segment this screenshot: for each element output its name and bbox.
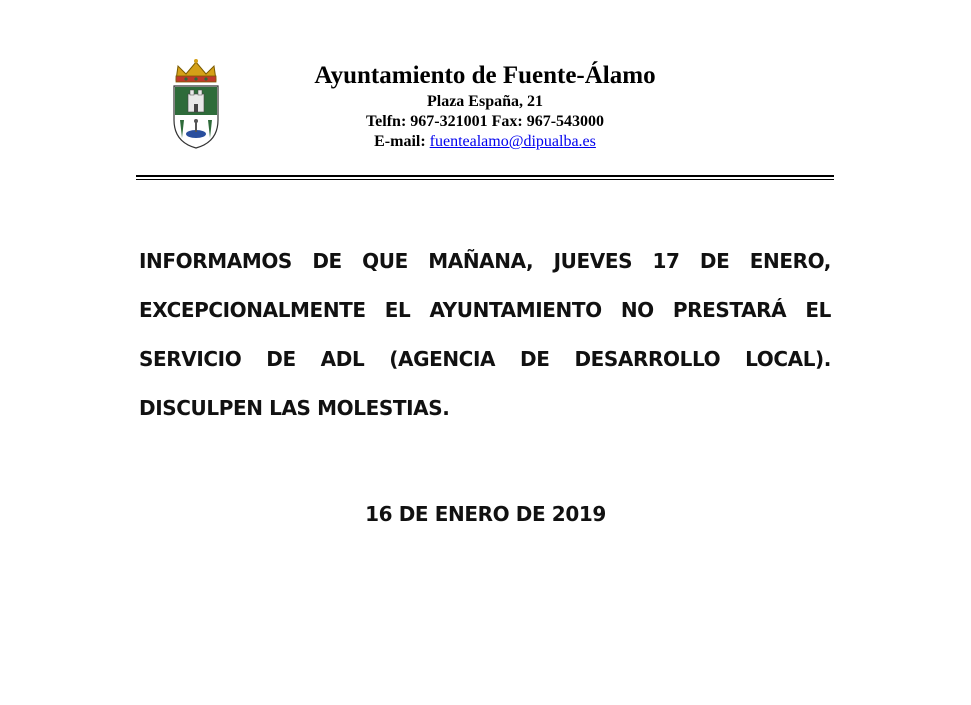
notice-line: INFORMAMOS DE QUE MAÑANA, JUEVES 17 DE ENERO, bbox=[139, 249, 831, 273]
notice-line: SERVICIO DE ADL (AGENCIA DE DESARROLLO LOCAL). bbox=[139, 347, 831, 371]
notice-line: DISCULPEN LAS MOLESTIAS. bbox=[139, 396, 450, 420]
header-divider-thick bbox=[136, 175, 834, 177]
org-email-line bbox=[270, 132, 700, 152]
email-label: E-mail: bbox=[374, 133, 426, 150]
notice-date: 16 DE ENERO DE 2019 bbox=[365, 502, 606, 526]
letterhead bbox=[270, 60, 700, 152]
email-link[interactable]: fuentealamo@dipualba.es bbox=[429, 133, 596, 150]
coat-of-arms-icon bbox=[168, 58, 224, 154]
org-address: Plaza España, 21 bbox=[426, 93, 543, 110]
header-divider-thin bbox=[136, 179, 834, 180]
notice-line: EXCEPCIONALMENTE EL AYUNTAMIENTO NO PRESTARÁ EL bbox=[139, 298, 831, 322]
notice-body bbox=[139, 237, 831, 433]
org-name: Ayuntamiento de Fuente-Álamo bbox=[314, 62, 656, 89]
org-phone: Telfn: 967-321001 Fax: 967-543000 bbox=[365, 113, 605, 130]
